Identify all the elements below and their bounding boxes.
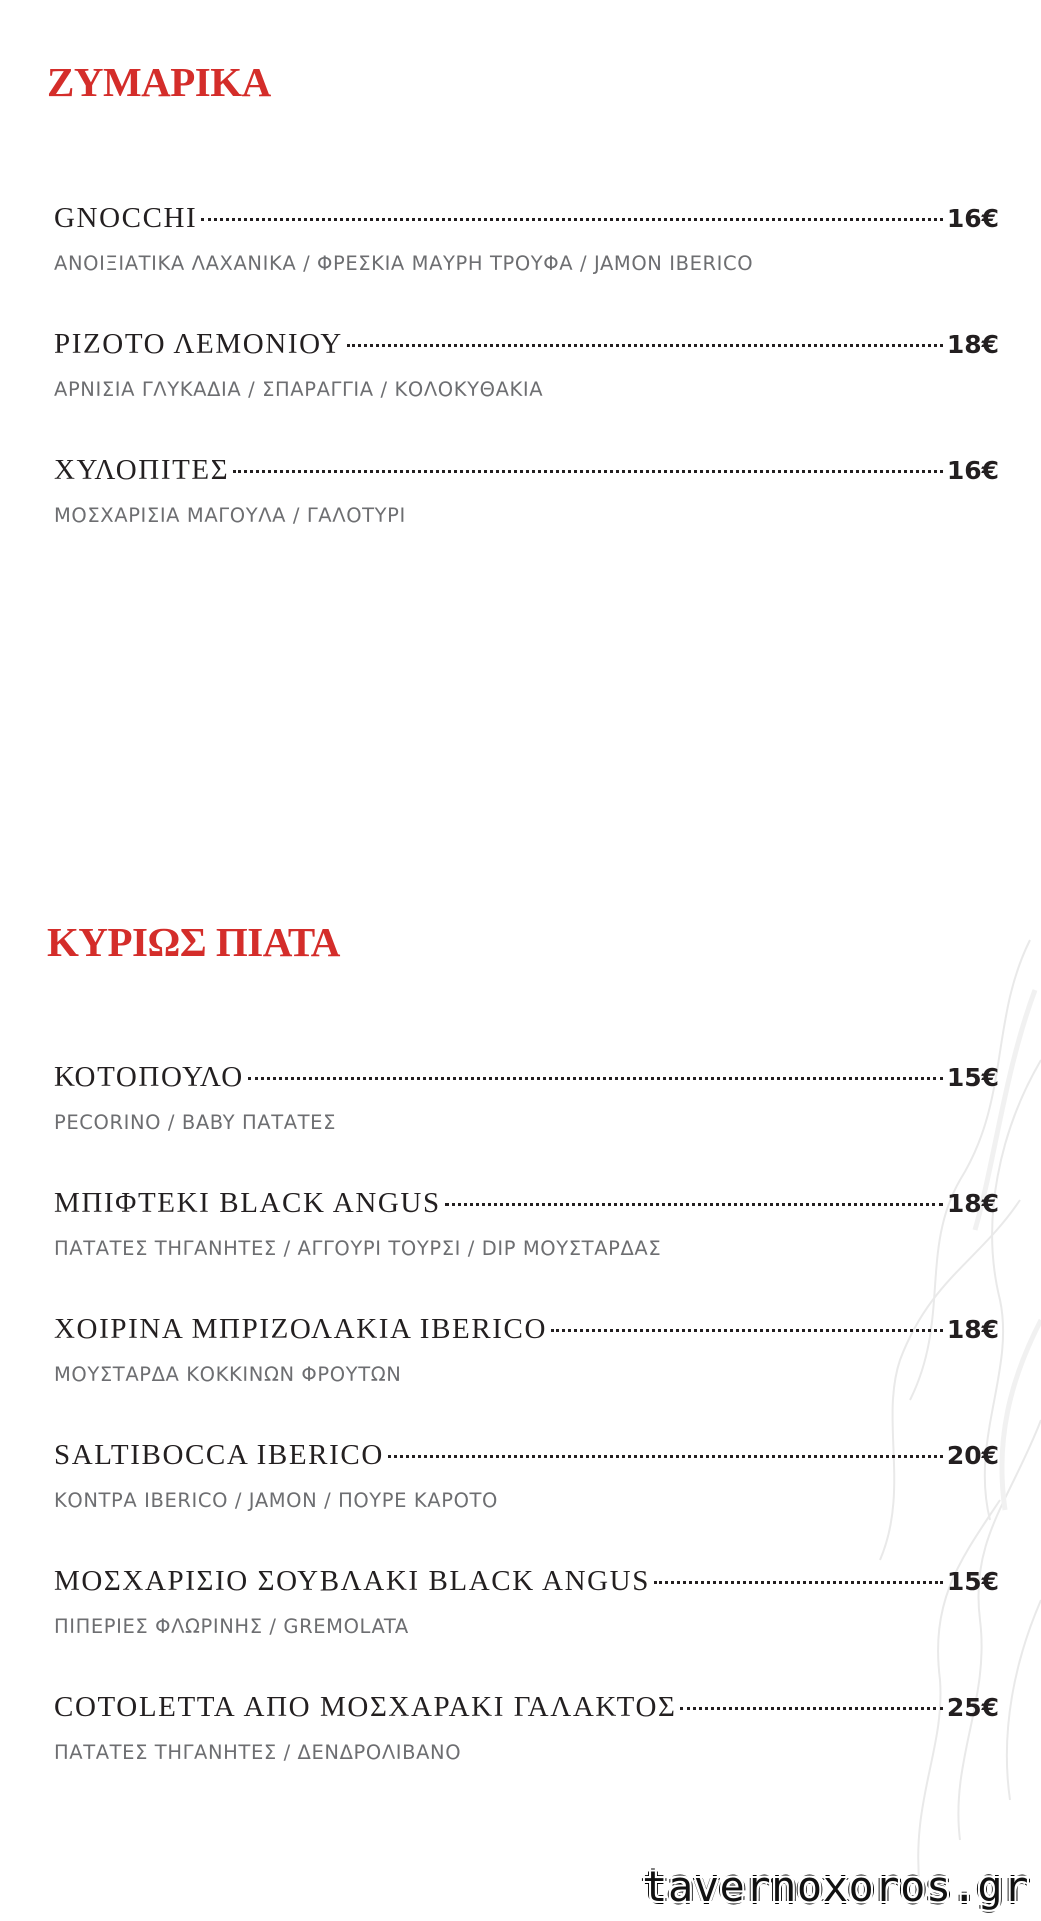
item-description: PECORINO / BABY ΠΑΤΑΤΕΣ [54,1111,336,1134]
section-title-main-courses: ΚΥΡΙΩΣ ΠΙΑΤΑ [47,919,340,965]
menu-item-black-angus-burger [54,1187,999,1260]
menu-item-cotoletta [54,1691,999,1764]
menu-item-lemon-risotto [54,328,999,401]
menu-item-hilopites [54,454,999,527]
menu-item-gnocchi [54,202,999,275]
item-price: 25€ [946,1693,999,1722]
dot-leader [201,217,942,221]
item-price: 15€ [946,1063,999,1092]
menu-item-beef-souvlaki [54,1565,999,1638]
item-description: ΜΟΣΧΑΡΙΣΙΑ ΜΑΓΟΥΛΑ / ΓΑΛΟΤΥΡΙ [54,504,406,527]
item-description: ΑΡΝΙΣΙΑ ΓΛΥΚΑΔΙΑ / ΣΠΑΡΑΓΓΙΑ / ΚΟΛΟΚΥΘΑΚΙΑ [54,378,544,401]
item-description: ΑΝΟΙΞΙΑΤΙΚΑ ΛΑΧΑΝΙΚΑ / ΦΡΕΣΚΙΑ ΜΑΥΡΗ ΤΡΟΥΦΑ / JAMON IBERICO [54,252,754,275]
item-price: 16€ [946,456,999,485]
dot-leader [551,1328,943,1332]
item-description: ΚΟΝΤΡΑ IBERICO / JAMON / ΠΟΥΡΕ ΚΑΡΟΤΟ [54,1489,498,1512]
item-name: GNOCCHI [54,202,198,234]
item-price: 18€ [946,1315,999,1344]
item-name: ΚΟΤΟΠΟΥΛΟ [54,1061,244,1093]
menu-item-chicken [54,1061,999,1134]
item-name: ΧΟΙΡΙΝΑ ΜΠΡΙΖΟΛΑΚΙΑ IBERICO [54,1313,548,1345]
item-name: ΜΠΙΦΤΕΚΙ BLACK ANGUS [54,1187,441,1219]
section-title-pasta: ΖΥΜΑΡΙΚΑ [47,59,271,105]
item-name: COTOLETTA ΑΠΟ ΜΟΣΧΑΡΑΚΙ ΓΑΛΑΚΤΟΣ [54,1691,677,1723]
item-description: ΠΙΠΕΡΙΕΣ ΦΛΩΡΙΝΗΣ / GREMOLATA [54,1615,409,1638]
item-price: 18€ [946,1189,999,1218]
item-name: SALTIBOCCA IBERICO [54,1439,384,1471]
item-price: 15€ [946,1567,999,1596]
dot-leader [680,1706,942,1710]
item-name: ΧΥΛΟΠΙΤΕΣ [54,454,230,486]
item-description: ΠΑΤΑΤΕΣ ΤΗΓΑΝΗΤΕΣ / ΔΕΝΔΡΟΛΙΒΑΝΟ [54,1741,462,1764]
dot-leader [233,469,943,473]
item-price: 20€ [946,1441,999,1470]
item-name: ΜΟΣΧΑΡΙΣΙΟ ΣΟΥΒΛΑΚΙ BLACK ANGUS [54,1565,650,1597]
item-price: 18€ [946,330,999,359]
item-price: 16€ [946,204,999,233]
dot-leader [388,1454,943,1458]
menu-item-pork-chops-iberico [54,1313,999,1386]
site-watermark: tavernoxoros.gr [642,1862,1029,1911]
item-description: ΠΑΤΑΤΕΣ ΤΗΓΑΝΗΤΕΣ / ΑΓΓΟΥΡΙ ΤΟΥΡΣΙ / DIP ΜΟΥΣΤΑΡΔΑΣ [54,1237,662,1260]
dot-leader [248,1076,943,1080]
item-name: ΡΙΖΟΤΟ ΛΕΜΟΝΙΟΥ [54,328,343,360]
dot-leader [445,1202,943,1206]
menu-item-saltibocca-iberico [54,1439,999,1512]
dot-leader [347,343,943,347]
item-description: ΜΟΥΣΤΑΡΔΑ ΚΟΚΚΙΝΩΝ ΦΡΟΥΤΩΝ [54,1363,402,1386]
dot-leader [654,1580,943,1584]
